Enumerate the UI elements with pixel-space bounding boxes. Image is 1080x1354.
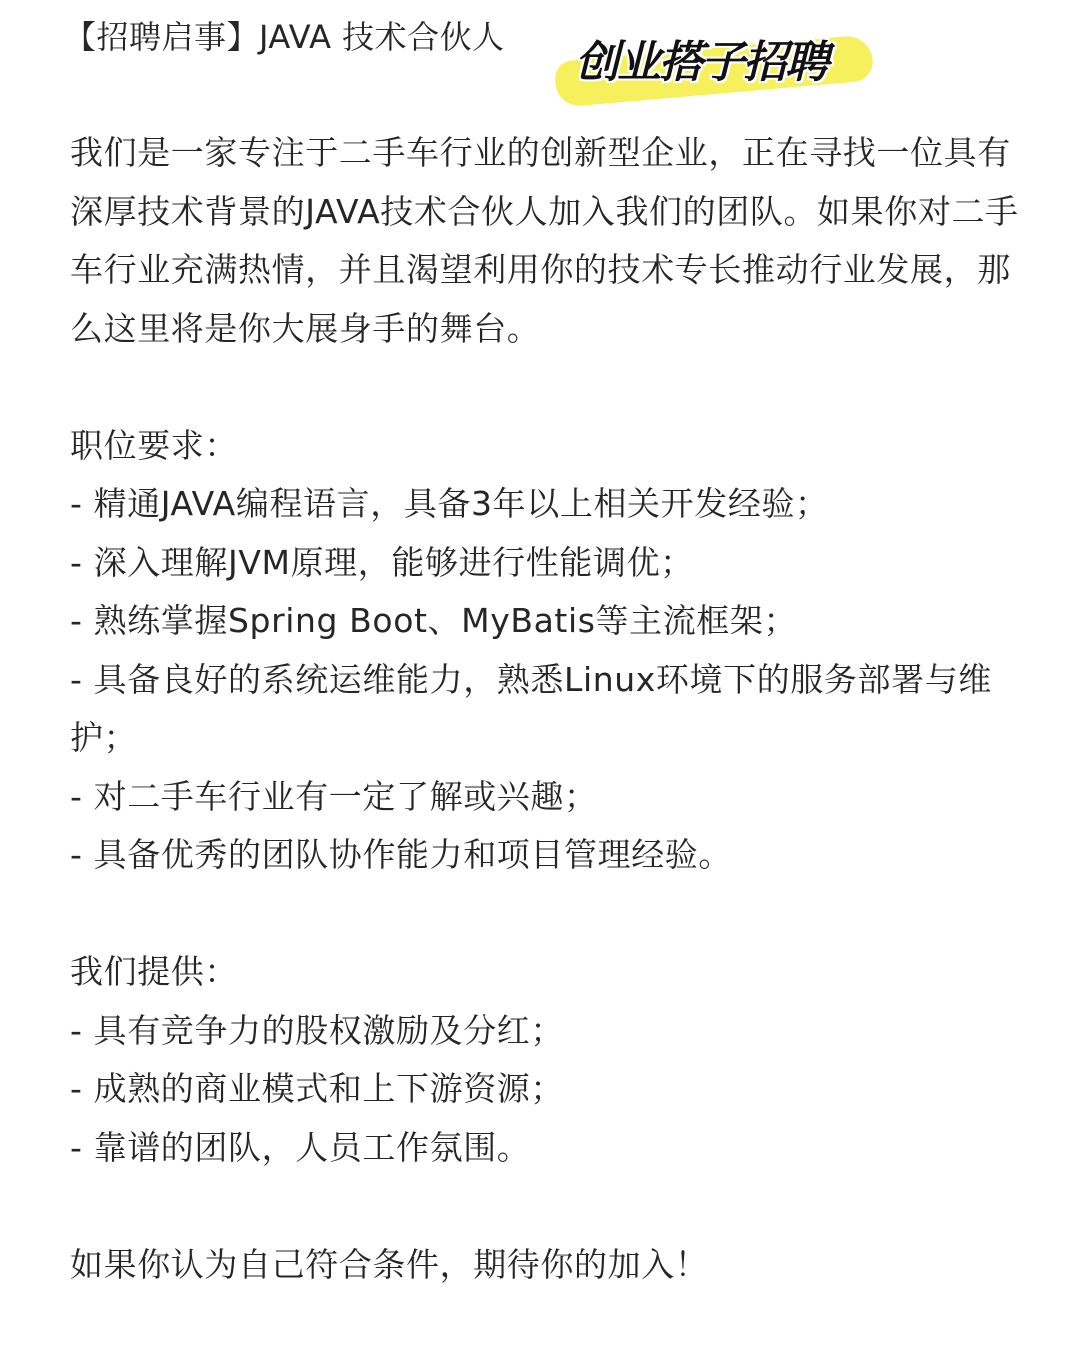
requirements-section bbox=[70, 417, 1020, 885]
requirement-item: - 熟练掌握Spring Boot、MyBatis等主流框架； bbox=[70, 601, 798, 640]
offer-item: - 成熟的商业模式和上下游资源； bbox=[70, 1069, 564, 1108]
closing-line: 如果你认为自己符合条件，期待你的加入！ bbox=[70, 1244, 709, 1284]
intro-paragraph: 我们是一家专注于二手车行业的创新型企业，正在寻找一位具有深厚技术背景的JAVA技术合伙人加入我们的团队。如果你对二手车行业充满热情，并且渴望利用你的技术专长推动行业发展，那么这里将是你大展身手的舞台。 bbox=[70, 133, 1019, 348]
offers-section bbox=[70, 943, 1020, 1177]
requirements-heading: 职位要求： bbox=[70, 425, 238, 465]
badge-sticker bbox=[555, 30, 885, 96]
post-title: 【招聘启事】JAVA 技术合伙人 bbox=[64, 18, 505, 56]
requirement-item: - 具备优秀的团队协作能力和项目管理经验。 bbox=[70, 835, 732, 874]
requirement-item: - 对二手车行业有一定了解或兴趣； bbox=[70, 776, 598, 816]
badge-text: 创业搭子招聘 bbox=[575, 37, 827, 88]
closing-section bbox=[70, 1236, 1020, 1295]
intro-section bbox=[70, 124, 1020, 358]
requirement-item: - 精通JAVA编程语言，具备3年以上相关开发经验； bbox=[70, 484, 829, 523]
requirement-item: - 具备良好的系统运维能力，熟悉Linux环境下的服务部署与维护； bbox=[70, 659, 992, 757]
requirement-item: - 深入理解JVM原理，能够进行性能调优； bbox=[70, 542, 694, 582]
offers-heading: 我们提供： bbox=[70, 952, 238, 991]
offer-item: - 靠谱的团队，人员工作氛围。 bbox=[70, 1127, 531, 1167]
post-body bbox=[70, 124, 1020, 1294]
offer-item: - 具有竞争力的股权激励及分红； bbox=[70, 1010, 564, 1050]
